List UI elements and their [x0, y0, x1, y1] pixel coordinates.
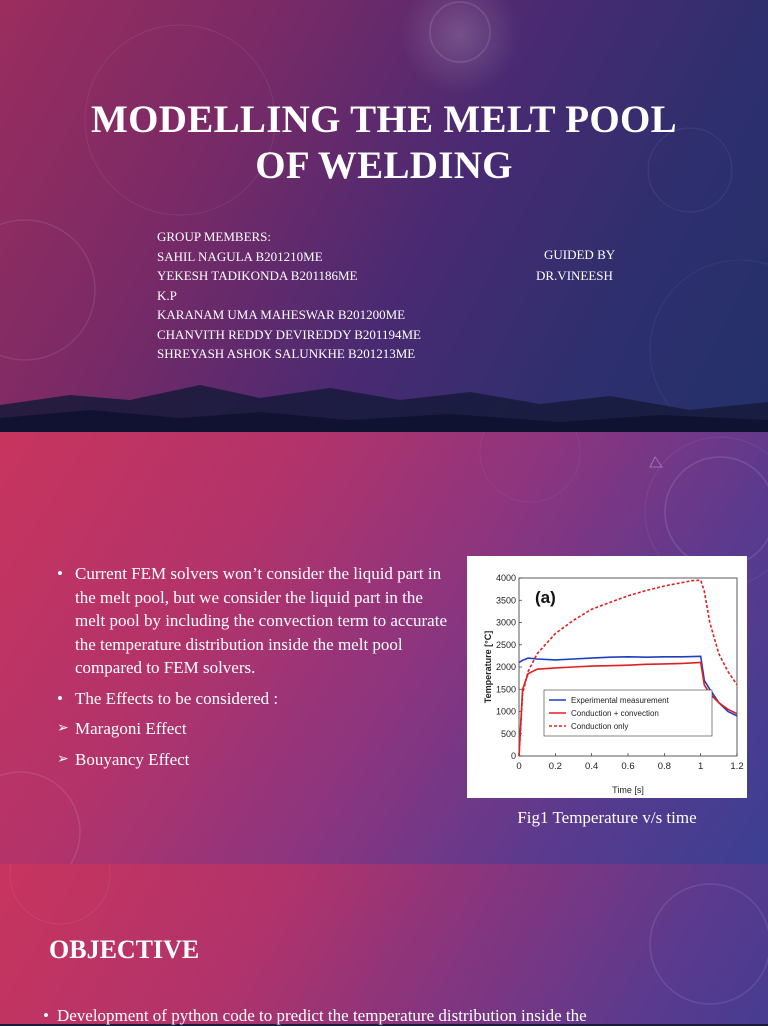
bullet-item	[57, 687, 452, 711]
figure-caption: Fig1 Temperature v/s time	[517, 808, 697, 827]
x-tick-label: 0	[516, 761, 522, 772]
title-line-1: MODELLING THE MELT POOL	[91, 98, 677, 141]
bullet-marker: •	[57, 564, 63, 583]
x-tick-label: 0.2	[548, 761, 562, 772]
x-tick-label: 1.2	[730, 761, 744, 772]
group-members-heading: GROUP MEMBERS:	[157, 229, 272, 244]
presentation-title	[0, 97, 768, 189]
member-line: SHREYASH ASHOK SALUNKHE B201213ME	[157, 346, 416, 361]
objective-bullet	[43, 1006, 587, 1026]
y-tick-label: 3000	[495, 617, 516, 628]
y-tick-label: 4000	[495, 573, 516, 583]
member-line: YEKESH TADIKONDA B201186ME	[157, 268, 358, 283]
member-line: CHANVITH REDDY DEVIREDDY B201194ME	[157, 326, 421, 342]
legend-label: Conduction only	[571, 722, 629, 731]
bullet-text: The Effects to be considered :	[75, 688, 279, 708]
legend-label: Conduction + convection	[571, 709, 659, 718]
bullet-text: Development of python code to predict the temperature distribution inside the	[56, 1006, 587, 1025]
bullet-marker: •	[57, 688, 63, 708]
arrow-marker-icon: ➢	[57, 751, 69, 767]
panel-label: (a)	[535, 588, 556, 607]
x-tick-label: 0.8	[657, 761, 671, 772]
bullet-list	[57, 562, 452, 778]
section-heading: OBJECTIVE	[49, 935, 200, 964]
bullet-item	[57, 717, 452, 741]
chart-svg	[467, 556, 747, 798]
guide-name: DR.VINEESH	[536, 268, 613, 283]
y-tick-label: 500	[500, 728, 516, 739]
bullet-marker: •	[43, 1006, 49, 1025]
guided-by-label: GUIDED BY	[544, 247, 616, 262]
title-slide	[0, 0, 768, 432]
arrow-marker-icon: ➢	[57, 721, 69, 736]
y-tick-label: 1000	[495, 706, 516, 717]
bullet-text: Current FEM solvers won’t consider the liquid part in the melt pool, but we consider the liquid part in the melt pool by including the convection term to accurate the temperature distribution inside the melt pool compared to FEM solvers.	[75, 564, 447, 677]
background-decoration	[0, 0, 768, 432]
member-line: SAHIL NAGULA B201210ME	[157, 248, 323, 264]
x-tick-label: 0.4	[585, 761, 599, 772]
y-tick-label: 2500	[495, 639, 516, 650]
bullet-item	[57, 562, 452, 680]
y-tick-label: 2000	[495, 662, 516, 672]
group-members-list	[157, 227, 421, 364]
y-tick-label: 3500	[495, 595, 516, 606]
y-axis-label: Temperature [°C]	[483, 630, 493, 704]
member-line: K.P	[157, 287, 177, 303]
temperature-chart	[467, 556, 747, 798]
x-axis-label: Time [s]	[612, 785, 644, 795]
legend-label: Experimental measurement	[571, 696, 669, 705]
y-tick-label: 0	[510, 751, 516, 761]
title-line-2: OF WELDING	[255, 144, 513, 187]
bullet-text: Bouyancy Effect	[75, 749, 190, 769]
member-line: KARANAM UMA MAHESWAR B201200ME	[157, 307, 406, 322]
x-tick-label: 1	[698, 761, 704, 772]
x-tick-label: 0.6	[621, 761, 635, 772]
y-tick-label: 1500	[495, 684, 516, 695]
bullet-text: Maragoni Effect	[75, 719, 187, 738]
bullet-item	[57, 748, 452, 772]
